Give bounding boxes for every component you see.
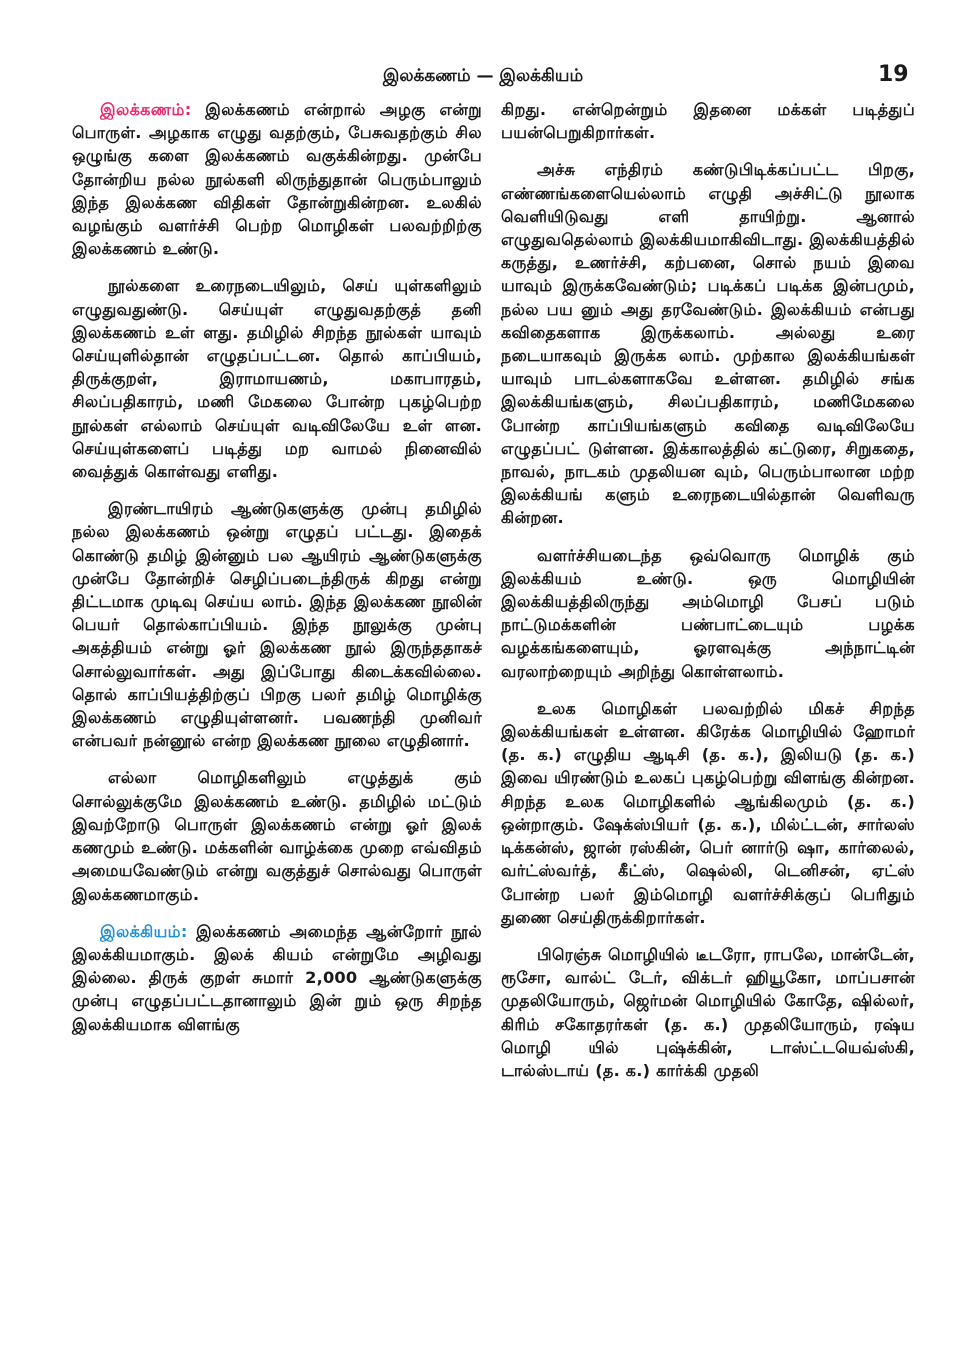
page-number: 19 bbox=[878, 62, 909, 87]
paragraph: நூல்களை உரைநடையிலும், செய் யுள்களிலும் எழுதுவதுண்டு. செய்யுள் எழுதுவதற்குத் தனி இலக்கணம் உள் ளது. தமிழில் சிறந்த நூல்கள் யாவும் செய்யுளில்தான் எழுதப்பட்டன. தொல் காப்பியம், திருக்குறள், இராமாயணம், மகாபாரதம், சிலப்பதிகாரம், மணி மேகலை போன்ற புகழ்பெற்ற நூல்கள் எல்லாம் செய்யுள் வடிவிலேயே உள் ளன. செய்யுள்களைப் படித்து மற வாமல் நினைவில் வைத்துக் கொள்வது எளிது. bbox=[72, 276, 482, 482]
paragraph-ilakkanam-intro bbox=[72, 98, 482, 260]
paragraph-text: இலக்கணம் அமைந்த ஆன்றோர் நூல் இலக்கியமாகும். இலக் கியம் என்றுமே அழிவது இல்லை. திருக் குறள் சுமார் 2,000 ஆண்டுகளுக்கு முன்பு எழுதப்பட்டதானாலும் இன் றும் ஒரு சிறந்த இலக்கியமாக விளங்கு bbox=[72, 921, 482, 1034]
paragraph: வளர்ச்சியடைந்த ஒவ்வொரு மொழிக் கும் இலக்கியம் உண்டு. ஒரு மொழியின் இலக்கியத்திலிருந்து அம்மொழி பேசப் படும் நாட்டுமக்களின் பண்பாட்டையும் பழக்க வழக்கங்களையும், ஓரளவுக்கு அந்நாட்டின் வரலாற்றையும் அறிந்து கொள்ளலாம். bbox=[501, 545, 915, 681]
running-head: இலக்கணம் — இலக்கியம் bbox=[382, 66, 584, 86]
paragraph: இரண்டாயிரம் ஆண்டுகளுக்கு முன்பு தமிழில் நல்ல இலக்கணம் ஒன்று எழுதப் பட்டது. இதைக் கொண்டு தமிழ் இன்னும் பல ஆயிரம் ஆண்டுகளுக்கு முன்பே தோன்றிச் செழிப்படைந்திருக் கிறது என்று திட்டமாக முடிவு செய்ய லாம். இந்த இலக்கண நூலின் பெயர் தொல்காப்பியம். இந்த நூலுக்கு முன்பு அகத்தியம் என்று ஓர் இலக்கண நூல் இருந்ததாகச் சொல்லுவார்கள். அது இப்போது கிடைக்கவில்லை. தொல் காப்பியத்திற்குப் பிறகு பலர் தமிழ் மொழிக்கு இலக்கணம் எழுதியுள்ளனர். பவணந்தி முனிவர் என்பவர் நன்னூல் என்ற இலக்கண நூலை எழுதினார். bbox=[72, 499, 482, 751]
paragraph-ilakkiyam-intro bbox=[72, 920, 482, 1036]
left-column bbox=[72, 98, 482, 1050]
paragraph: அச்சு எந்திரம் கண்டுபிடிக்கப்பட்ட பிறகு, எண்ணங்களையெல்லாம் எழுதி அச்சிட்டு நூலாக வெளியிடுவது எளி தாயிற்று. ஆனால் எழுதுவதெல்லாம் இலக்கியமாகிவிடாது. இலக்கியத்தில் கருத்து, உணர்ச்சி, கற்பனை, சொல் நயம் இவை யாவும் இருக்கவேண்டும்; படிக்கப் படிக்க இன்பமும், நல்ல பய னும் அது தரவேண்டும். இலக்கியம் என்பது கவிதைகளாக இருக்கலாம். அல்லது உரை நடையாகவும் இருக்க லாம். முற்கால இலக்கியங்கள் யாவும் பாடல்களாகவே உள்ளன. தமிழில் சங்க இலக்கியங்களும், சிலப்பதிகாரம், மணிமேகலை போன்ற காப்பியங்களும் கவிதை வடிவிலேயே எழுதப்பட் டுள்ளன. இக்காலத்தில் கட்டுரை, சிறுகதை, நாவல், நாடகம் முதலியன வும், பெரும்பாலான மற்ற இலக்கியங் களும் உரைநடையில்தான் வெளிவரு கின்றன. bbox=[501, 160, 915, 528]
section-heading-ilakkiyam: இலக்கியம்: bbox=[100, 921, 188, 941]
paragraph: கிறது. என்றென்றும் இதனை மக்கள் படித்துப் பயன்பெறுகிறார்கள். bbox=[501, 100, 915, 143]
paragraph: எல்லா மொழிகளிலும் எழுத்துக் கும் சொல்லுக்குமே இலக்கணம் உண்டு. தமிழில் மட்டும் இவற்றோடு பொருள் இலக்கணம் என்று ஓர் இலக் கணமும் உண்டு. மக்களின் வாழ்க்கை முறை எவ்விதம் அமையவேண்டும் என்று வகுத்துச் சொல்வது பொருள் இலக்கணமாகும். bbox=[72, 768, 482, 904]
paragraph-text: இலக்கணம் என்றால் அழகு என்று பொருள். அழகாக எழுது வதற்கும், பேசுவதற்கும் சில ஒழுங்கு களை இலக்கணம் வகுக்கின்றது. முன்பே தோன்றிய நல்ல நூல்களி லிருந்துதான் பெரும்பாலும் இந்த இலக்கண விதிகள் தோன்றுகின்றன. உலகில் வழங்கும் வளர்ச்சி பெற்ற மொழிகள் பலவற்றிற்கு இலக்கணம் உண்டு. bbox=[72, 100, 482, 259]
section-heading-ilakkanam: இலக்கணம்: bbox=[100, 100, 192, 119]
paragraph: உலக மொழிகள் பலவற்றில் மிகச் சிறந்த இலக்கியங்கள் உள்ளன. கிரேக்க மொழியில் ஹோமர் (த. க.) எழுதிய ஆடிசி (த. க.), இலியடு (த. க.) இவை யிரண்டும் உலகப் புகழ்பெற்று விளங்கு கின்றன. சிறந்த உலக மொழிகளில் ஆங்கிலமும் (த. க.) ஒன்றாகும். ஷேக்ஸ்பியர் (த. க.), மில்ட்டன், சார்லஸ் டிக்கன்ஸ், ஜான் ரஸ்கின், பெர் னார்டு ஷா, கார்லைல், வர்ட்ஸ்வர்த், கீட்ஸ், ஷெல்லி, டெனிசன், ஏட்ஸ் போன்ற பலர் இம்மொழி வளர்ச்சிக்குப் பெரிதும் துணை செய்திருக்கிறார்கள். bbox=[501, 698, 915, 927]
paragraph: பிரெஞ்சு மொழியில் டீடரோ, ராபலே, மான்டேன், ரூசோ, வால்ட் டேர், விக்டர் ஹியூகோ, மாப்பசான் முதலியோரும், ஜெர்மன் மொழியில் கோதே, ஷில்லர், கிரிம் சகோதரர்கள் (த. க.) முதலியோரும், ரஷ்ய மொழி யில் புஷ்க்கின், டாஸ்ட்டயெவ்ஸ்கி, டால்ஸ்டாய் (த. க.) கார்க்கி முதலி bbox=[501, 944, 915, 1080]
right-column bbox=[501, 98, 915, 1096]
